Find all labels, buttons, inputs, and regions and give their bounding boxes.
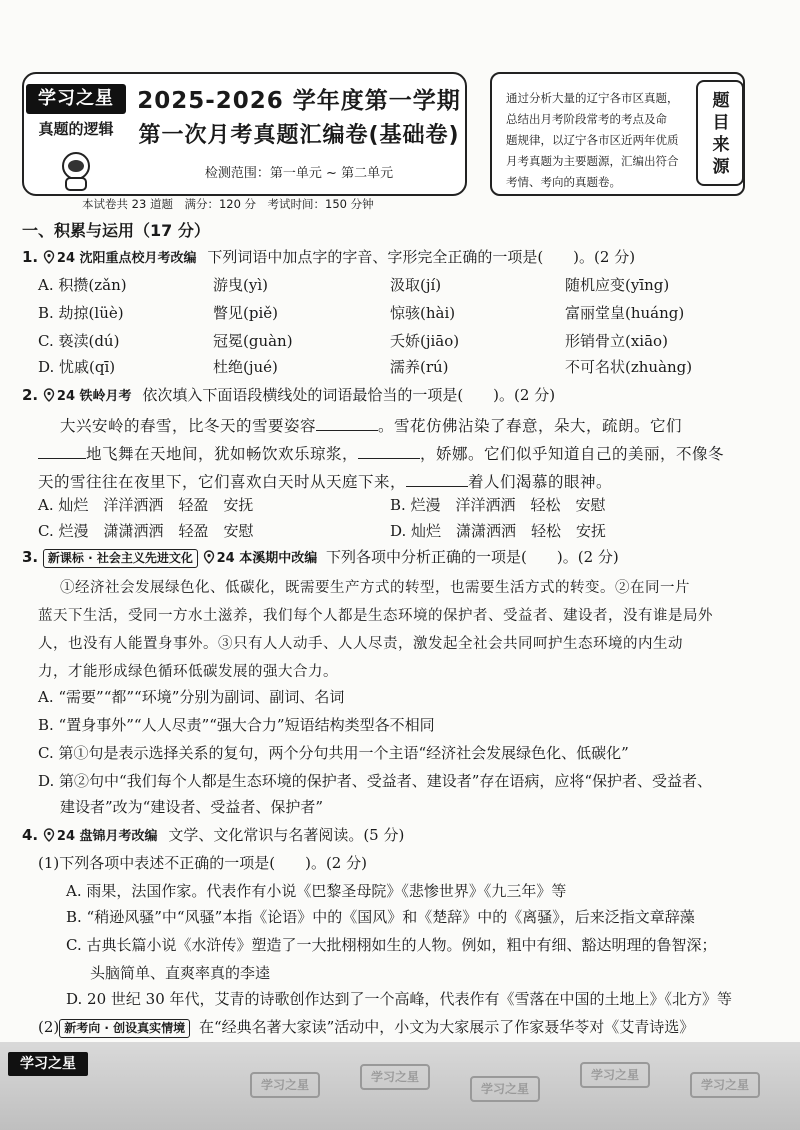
passage-line: 力，才能形成绿色循环低碳发展的强大合力。 bbox=[38, 664, 338, 680]
option-c-3: 夭娇(jiāo) bbox=[390, 332, 460, 350]
page-subtitle: 第一次月考真题汇编卷(基础卷) bbox=[138, 123, 460, 148]
option-b: B. “置身事外”“人人尽责”“强大合力”短语结构类型各不相同 bbox=[38, 716, 435, 734]
question-3-stem: 3. 新课标 · 社会主义先进文化 24 本溪期中改编 下列各项中分析正确的一项是( )。(2 分) bbox=[22, 548, 619, 566]
logo-badge: 学习之星 bbox=[26, 84, 126, 114]
fill-blank[interactable] bbox=[38, 458, 86, 459]
watermark: 学习之星 bbox=[470, 1076, 540, 1102]
info-line: 总结出月考阶段常考的考点及命 bbox=[506, 112, 667, 126]
logo bbox=[26, 84, 126, 194]
option-a: A. 灿烂 洋洋洒洒 轻盈 安抚 bbox=[38, 496, 254, 514]
passage-line: 人，也没有人能置身事外。③只有人人动手、人人尽责，激发起全社会共同呵护生态环境的内生动 bbox=[38, 636, 683, 652]
passage-line: 地飞舞在天地间，犹如畅饮欢乐琼浆， ，娇娜。它们似乎知道自己的美丽，不像冬 bbox=[38, 442, 724, 464]
option-d: D. 灿烂 潇潇洒洒 轻松 安抚 bbox=[390, 522, 607, 540]
astronaut-icon bbox=[54, 148, 98, 192]
option-c-4: 形销骨立(xiāo) bbox=[565, 332, 668, 350]
watermark: 学习之星 bbox=[250, 1072, 320, 1098]
option-c: C. 古典长篇小说《水浒传》塑造了一大批栩栩如生的人物。例如，粗中有细、豁达明理的鲁智深； bbox=[66, 936, 717, 954]
location-pin-icon bbox=[43, 388, 55, 402]
question-2-stem: 2. 24 铁岭月考 依次填入下面语段横线处的词语最恰当的一项是( )。(2 分) bbox=[22, 386, 556, 404]
passage-line: ①经济社会发展绿色化、低碳化，既需要生产方式的转型，也需要生活方式的转变。②在同一片 bbox=[60, 580, 690, 596]
option-b-3: 惊骇(hài) bbox=[390, 304, 456, 322]
watermark: 学习之星 bbox=[360, 1064, 430, 1090]
passage-line: 蓝天下生活，受同一方水土滋养，我们每个人都是生态环境的保护者、受益者、建设者，没有谁是局外 bbox=[38, 608, 713, 624]
question-source: 24 本溪期中改编 bbox=[216, 551, 318, 566]
watermark: 学习之星 bbox=[690, 1072, 760, 1098]
option-b: B. 烂漫 洋洋洒洒 轻松 安慰 bbox=[390, 496, 606, 514]
option-a: A. “需要”“都”“环境”分别为副词、副词、名词 bbox=[38, 688, 345, 706]
option-a-3: 汲取(jí) bbox=[390, 276, 442, 294]
info-line: 考情、考向的真题卷。 bbox=[506, 175, 621, 189]
option-c-1: C. 亵渎(dú) bbox=[38, 332, 120, 350]
option-a-4: 随机应变(yīng) bbox=[565, 276, 670, 294]
watermark: 学习之星 bbox=[580, 1062, 650, 1088]
location-pin-icon bbox=[43, 828, 55, 842]
option-b-1: B. 劫掠(lüè) bbox=[38, 304, 124, 322]
option-c-2: 冠冕(guàn) bbox=[213, 332, 293, 350]
passage-line: 天的雪往往在夜里下，它们喜欢白天时从天庭下来， 着人们渴慕的眼神。 bbox=[38, 473, 613, 491]
topic-tag: 新考向 · 创设真实情境 bbox=[59, 1019, 190, 1038]
option-d-2: 杜绝(jué) bbox=[213, 358, 278, 376]
option-c: C. 烂漫 潇潇洒洒 轻盈 安慰 bbox=[38, 522, 254, 540]
source-tab-label: 题 目 来 源 bbox=[712, 91, 730, 177]
fill-blank[interactable] bbox=[358, 458, 420, 459]
topic-tag: 新课标 · 社会主义先进文化 bbox=[43, 549, 198, 568]
exam-scope: 检测范围：第一单元 ~ 第二单元 bbox=[204, 166, 394, 181]
question-source: 24 沈阳重点校月考改编 bbox=[56, 251, 197, 266]
option-b: B. “稍逊风骚”中“风骚”本指《论语》中的《国风》和《楚辞》中的《离骚》，后来泛指文章辞藻 bbox=[66, 908, 695, 926]
logo-subtitle: 真题的逻辑 bbox=[38, 120, 114, 138]
footer-logo: 学习之星 bbox=[8, 1052, 88, 1076]
fill-blank[interactable] bbox=[316, 430, 378, 431]
option-d: D. 第②句中“我们每个人都是生态环境的保护者、受益者、建设者”存在语病，应将“保护者、受益者、 bbox=[38, 772, 713, 790]
option-b-4: 富丽堂皇(huáng) bbox=[565, 304, 685, 322]
question-source: 24 铁岭月考 bbox=[56, 389, 132, 404]
question-1-stem: 1. 24 沈阳重点校月考改编 下列词语中加点字的字音、字形完全正确的一项是( )。(2 分) bbox=[22, 248, 636, 266]
option-c-continued: 头脑简单、直爽率真的李逵 bbox=[90, 964, 271, 982]
location-pin-icon bbox=[203, 550, 215, 564]
source-info-text bbox=[506, 88, 696, 193]
page-footer bbox=[0, 1042, 800, 1130]
option-a-1: A. 积攒(zǎn) bbox=[38, 276, 127, 294]
option-a: A. 雨果，法国作家。代表作有小说《巴黎圣母院》《悲惨世界》《九三年》等 bbox=[66, 882, 567, 900]
option-b-2: 瞥见(piě) bbox=[213, 304, 278, 322]
page-title: 2025-2026 学年度第一学期 bbox=[137, 88, 461, 114]
title-box bbox=[22, 72, 467, 196]
question-source: 24 盘锦月考改编 bbox=[56, 829, 158, 844]
passage-line: 大兴安岭的春雪，比冬天的雪要姿容 。雪花仿佛沾染了春意，朵大，疏朗。它们 bbox=[60, 417, 683, 435]
option-a-2: 游曳(yì) bbox=[213, 276, 268, 294]
info-line: 通过分析大量的辽宁各市区真题， bbox=[506, 91, 679, 105]
section-title: 一、积累与运用（17 分） bbox=[22, 221, 210, 240]
option-d: D. 20 世纪 30 年代，艾青的诗歌创作达到了一个高峰，代表作有《雪落在中国的土地上》《北方》等 bbox=[66, 990, 733, 1008]
source-tab bbox=[696, 80, 744, 186]
question-4-stem: 4. 24 盘锦月考改编 文学、文化常识与名著阅读。(5 分) bbox=[22, 826, 405, 844]
info-line: 月考真题为主要题源，汇编出符合 bbox=[506, 154, 679, 168]
info-line: 题规律，以辽宁各市区近两年优质 bbox=[506, 133, 679, 147]
option-d-3: 濡养(rú) bbox=[390, 358, 449, 376]
exam-meta: 本试卷共 23 道题 满分：120 分 考试时间：150 分钟 bbox=[82, 197, 374, 211]
option-d-4: 不可名状(zhuàng) bbox=[565, 358, 693, 376]
option-d-1: D. 忧戚(qī) bbox=[38, 358, 116, 376]
fill-blank[interactable] bbox=[406, 486, 468, 487]
sub-question-2: (2) 新考向 · 创设真实情境 在“经典名著大家读”活动中，小文为大家展示了作家聂华苓对《艾青诗选》 bbox=[38, 1018, 695, 1036]
option-d-continued: 建设者”改为“建设者、受益者、保护者” bbox=[60, 798, 324, 816]
option-c: C. 第①句是表示选择关系的复句，两个分句共用一个主语“经济社会发展绿色化、低碳化” bbox=[38, 744, 629, 762]
sub-question-1: (1)下列各项中表述不正确的一项是( )。(2 分) bbox=[38, 854, 367, 872]
location-pin-icon bbox=[43, 250, 55, 264]
